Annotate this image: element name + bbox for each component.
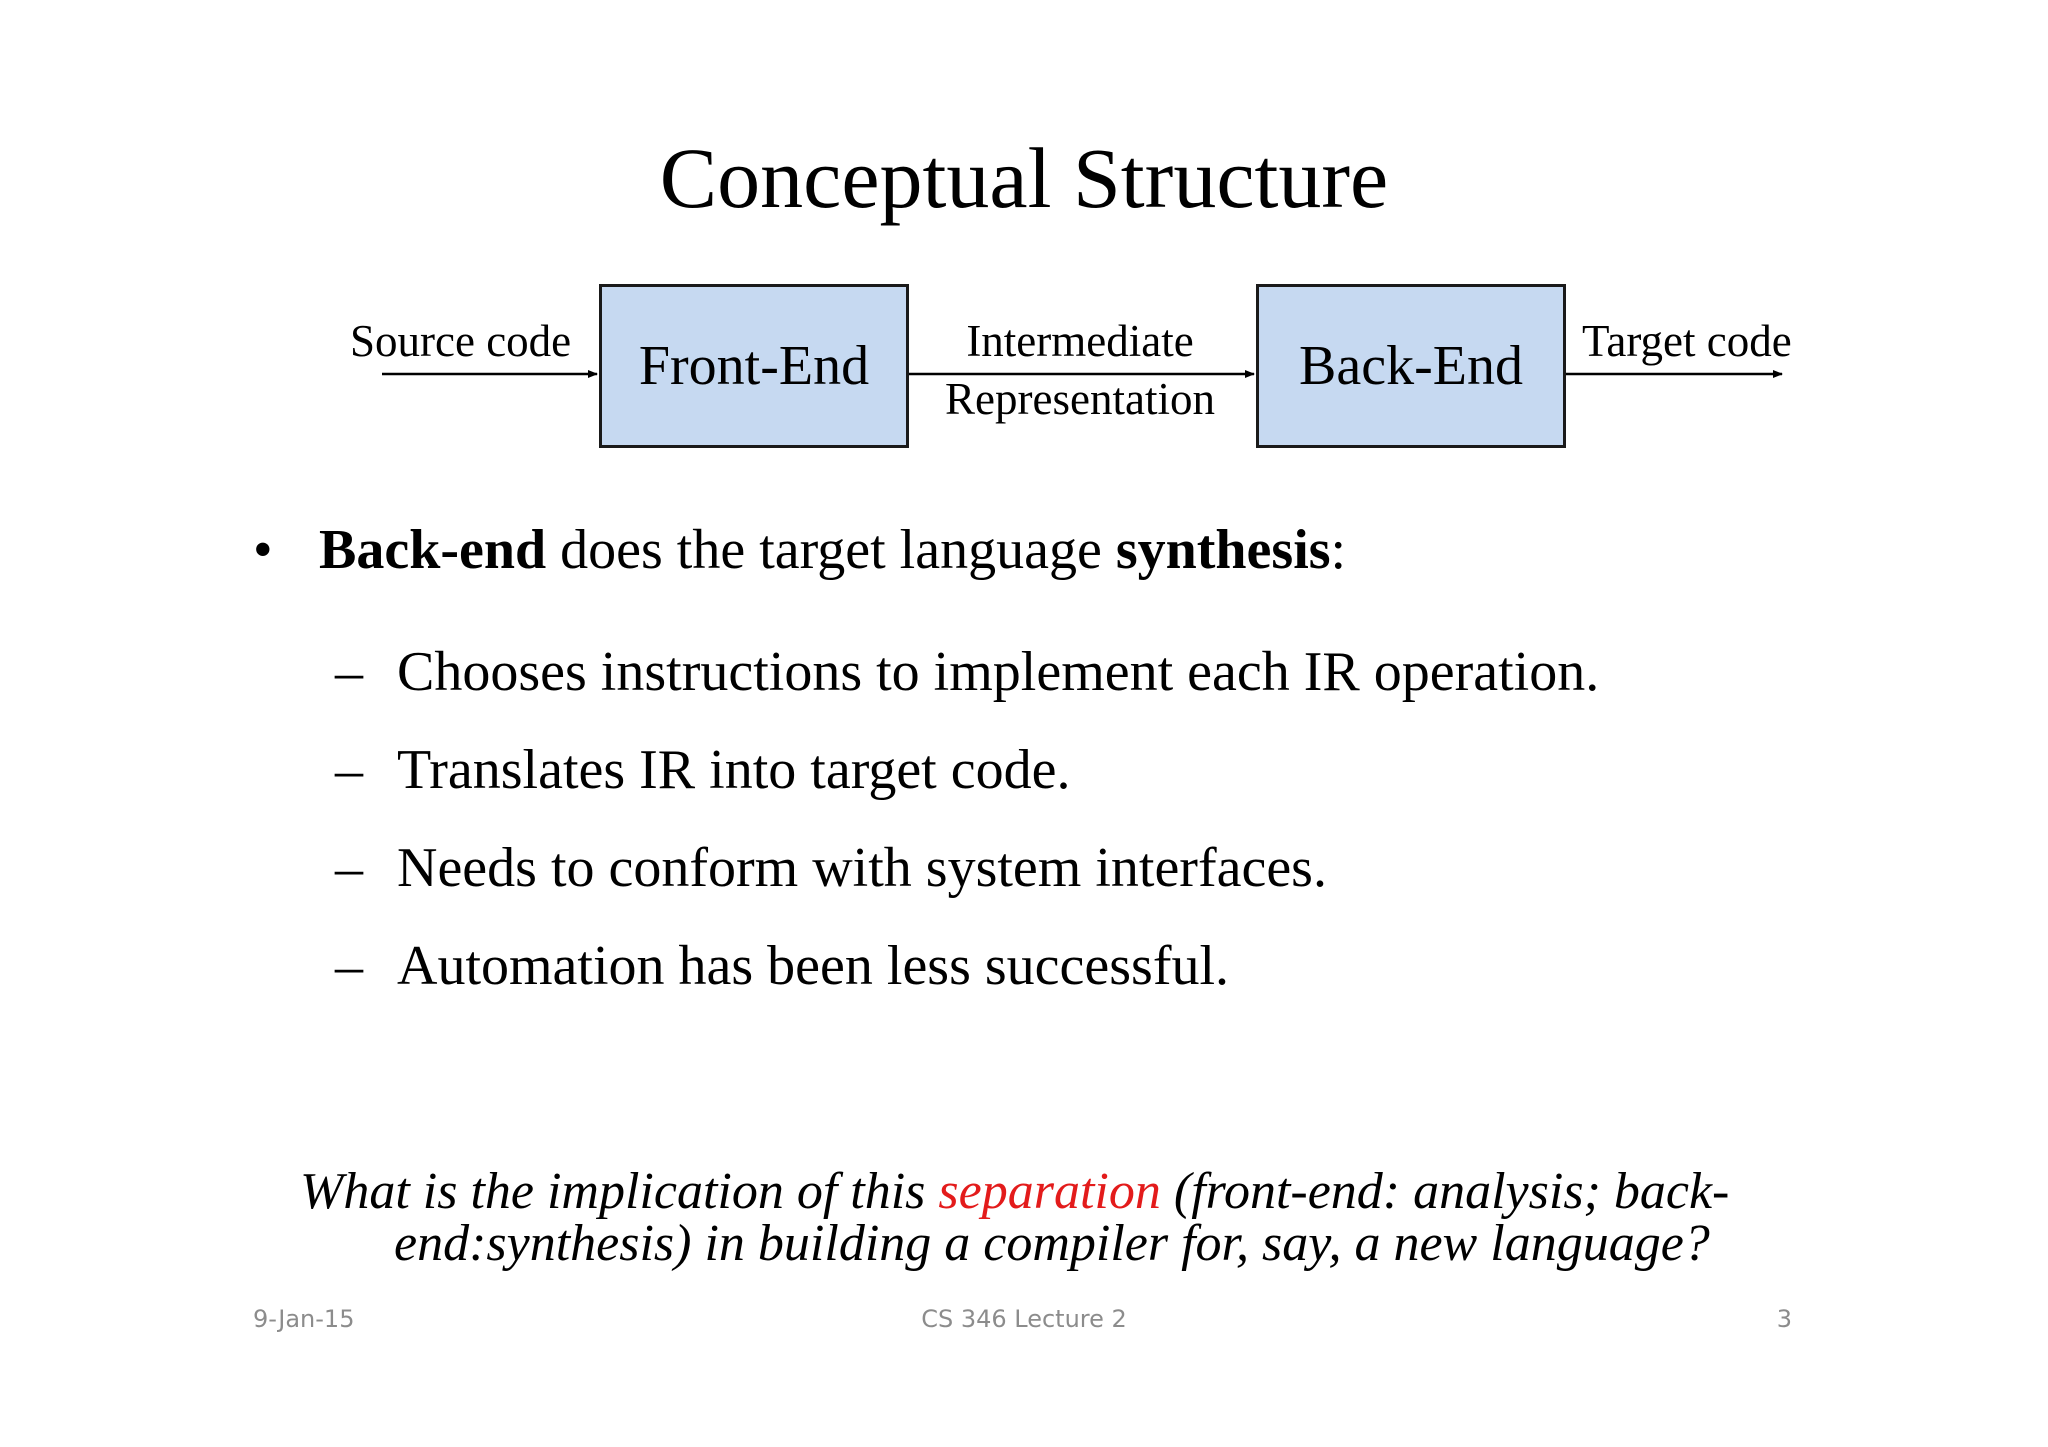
main-bullet-text bbox=[319, 515, 1346, 585]
footer-course: CS 346 Lecture 2 bbox=[921, 1305, 1127, 1333]
source-code-label: Source code bbox=[350, 316, 572, 366]
page-number: 3 bbox=[1776, 1305, 1792, 1333]
dash-icon: – bbox=[335, 837, 363, 899]
dash-icon: – bbox=[335, 935, 363, 997]
sub-bullet-text: Needs to conform with system interfaces. bbox=[397, 837, 1327, 899]
question-before: What is the implication of this bbox=[300, 1163, 939, 1220]
sub-bullet-text: Automation has been less successful. bbox=[397, 935, 1230, 997]
sub-bullet-text: Translates IR into target code. bbox=[397, 739, 1071, 801]
bullet-bold-keyword: synthesis bbox=[1115, 519, 1331, 581]
back-end-label: Back-End bbox=[1299, 335, 1523, 397]
question-line-2: end:synthesis) in building a compiler for, say, a new language? bbox=[394, 1215, 1710, 1272]
front-end-box bbox=[599, 284, 909, 448]
bullet-end-text: : bbox=[1330, 519, 1347, 581]
intermediate-label: Intermediate bbox=[966, 316, 1194, 366]
sub-bullet-text: Chooses instructions to implement each IR operation. bbox=[397, 641, 1600, 703]
question-after: (front-end: analysis; back- bbox=[1160, 1163, 1730, 1220]
dash-icon: – bbox=[335, 739, 363, 801]
bullet-icon: • bbox=[253, 519, 273, 581]
front-end-label: Front-End bbox=[638, 335, 870, 397]
bullet-bold-term: Back-end bbox=[319, 519, 547, 581]
representation-label: Representation bbox=[945, 374, 1215, 424]
footer-date: 9-Jan-15 bbox=[253, 1305, 355, 1333]
back-end-box bbox=[1256, 284, 1566, 448]
question-highlight: separation bbox=[938, 1163, 1161, 1220]
slide-title: Conceptual Structure bbox=[659, 130, 1389, 226]
bullet-middle-text: does the target language bbox=[546, 519, 1116, 581]
target-code-label: Target code bbox=[1582, 316, 1792, 366]
dash-icon: – bbox=[335, 641, 363, 703]
discussion-question bbox=[300, 1163, 1800, 1272]
question-line-1 bbox=[300, 1163, 1800, 1220]
